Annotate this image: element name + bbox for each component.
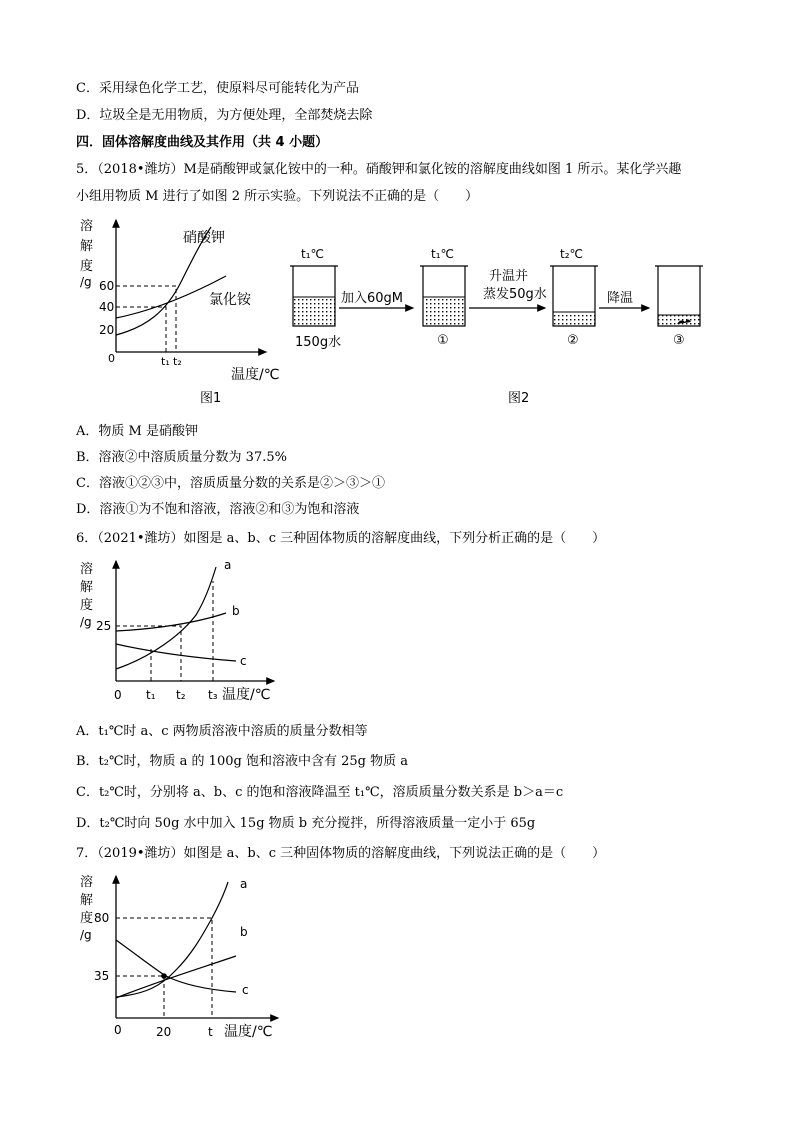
q5-stem-line2: 小组用物质 M 进行了如图 2 所示实验。下列说法不正确的是（ ） xyxy=(76,189,479,204)
fig1-ylabel-2: 解 xyxy=(80,239,94,254)
fig7-y35: 35 xyxy=(94,969,110,983)
fig1-ylabel-1: 溶 xyxy=(80,219,94,234)
fig6-curve-c xyxy=(116,644,236,661)
fig6-label-c: c xyxy=(240,654,247,668)
fig2-label-b0: 150g水 xyxy=(295,335,342,350)
fig7-curve-c xyxy=(116,940,236,992)
fig2-step1: 加入60gM xyxy=(341,291,404,306)
fig1-y40: 40 xyxy=(99,300,115,314)
fig7-solubility-chart xyxy=(76,870,296,1045)
fig6-t1: t₁ xyxy=(146,688,156,702)
fig7-intersection-dot xyxy=(161,973,167,979)
fig1-ylabel-4: /g xyxy=(80,275,92,289)
fig7-y80: 80 xyxy=(94,911,110,925)
fig1-y20: 20 xyxy=(99,323,115,337)
fig7-curve-a xyxy=(116,882,228,997)
q6-option-b: B．t₂℃时，物质 a 的 100g 饱和溶液中含有 25g 物质 a xyxy=(76,754,408,769)
fig6-ylabel-1: 溶 xyxy=(80,562,94,577)
fig2-label-b1: ① xyxy=(437,333,449,348)
fig7-origin: 0 xyxy=(114,1023,122,1037)
fig7-curve-b xyxy=(116,956,236,998)
fig6-ylabel-2: 解 xyxy=(80,580,94,595)
fig1-t1: t₁ xyxy=(161,355,170,368)
fig1-caption: 图1 xyxy=(200,391,222,406)
fig6-t3: t₃ xyxy=(208,688,218,702)
fig7-ylabel-1: 溶 xyxy=(80,875,94,890)
q5-option-c: C．溶液①②③中，溶质质量分数的关系是②＞③＞① xyxy=(76,476,385,491)
fig2-temp3: t₂℃ xyxy=(560,247,583,261)
fig7-x20: 20 xyxy=(156,1025,172,1039)
option-d-previous: D．垃圾全是无用物质，为方便处理，全部焚烧去除 xyxy=(76,108,373,123)
fig6-label-b: b xyxy=(232,604,240,618)
fig7-label-a: a xyxy=(240,877,248,891)
fig2-experiment-diagram xyxy=(285,242,715,412)
fig1-series-kno3: 硝酸钾 xyxy=(183,230,225,246)
q7-stem: 7．（2019•潍坊）如图是 a、b、c 三种固体物质的溶解度曲线，下列说法正确的是（ ） xyxy=(76,846,606,861)
section-heading: 四．固体溶解度曲线及其作用（共 4 小题） xyxy=(76,135,329,150)
fig2-label-b2: ② xyxy=(567,333,579,348)
fig2-step2b: 蒸发50g水 xyxy=(483,287,547,302)
q6-stem: 6．（2021•潍坊）如图是 a、b、c 三种固体物质的溶解度曲线，下列分析正确的是（ ） xyxy=(76,531,606,546)
beaker-2 xyxy=(550,266,598,326)
fig7-label-b: b xyxy=(240,925,248,939)
beaker-0 xyxy=(290,266,338,326)
fig7-label-c: c xyxy=(242,983,249,997)
q5-option-a: A．物质 M 是硝酸钾 xyxy=(76,424,198,439)
fig6-label-a: a xyxy=(224,558,232,572)
fig6-ylabel-3: 度 xyxy=(80,598,94,613)
q6-option-c: C．t₂℃时，分别将 a、b、c 的饱和溶液降温至 t₁℃，溶质质量分数关系是 b＞a＝c xyxy=(76,785,564,800)
fig6-t2: t₂ xyxy=(176,688,186,702)
fig6-ylabel-4: /g xyxy=(80,615,92,629)
fig7-xt: t xyxy=(208,1025,213,1039)
fig1-origin: 0 xyxy=(108,352,115,365)
fig2-caption: 图2 xyxy=(508,391,530,406)
fig6-y25: 25 xyxy=(96,619,112,633)
q6-option-a: A．t₁℃时 a、c 两物质溶液中溶质的质量分数相等 xyxy=(76,724,368,739)
fig1-y60: 60 xyxy=(99,279,115,293)
q5-option-b: B．溶液②中溶质质量分数为 37.5% xyxy=(76,450,287,465)
fig2-step2a: 升温并 xyxy=(489,269,529,284)
q5-option-d: D．溶液①为不饱和溶液，溶液②和③为饱和溶液 xyxy=(76,502,360,517)
fig7-ylabel-4: /g xyxy=(80,928,92,942)
fig2-temp1: t₁℃ xyxy=(301,247,324,261)
fig1-series-nh4cl: 氯化铵 xyxy=(209,292,251,308)
fig1-solubility-chart xyxy=(76,212,306,412)
beaker-1 xyxy=(420,266,468,326)
q5-stem-line1: 5．（2018•潍坊）M是硝酸钾或氯化铵中的一种。硝酸钾和氯化铵的溶解度曲线如图 1 所示。某化学兴趣 xyxy=(76,162,682,177)
fig2-label-b3: ③ xyxy=(673,333,685,348)
option-c-previous: C．采用绿色化学工艺，使原料尽可能转化为产品 xyxy=(76,81,359,96)
fig7-xlabel: 温度/℃ xyxy=(224,1024,273,1040)
beaker-3 xyxy=(655,266,703,326)
fig6-origin: 0 xyxy=(114,688,122,702)
q6-option-d: D．t₂℃时向 50g 水中加入 15g 物质 b 充分搅拌，所得溶液质量一定小于 65g xyxy=(76,816,536,831)
fig2-step3: 降温 xyxy=(607,291,634,306)
fig1-t2: t₂ xyxy=(173,355,182,368)
fig6-curve-b xyxy=(116,613,226,631)
fig7-ylabel-2: 解 xyxy=(80,893,94,908)
fig1-xlabel: 温度/℃ xyxy=(231,367,280,383)
fig6-xlabel: 温度/℃ xyxy=(222,687,271,703)
fig2-temp2: t₁℃ xyxy=(431,247,454,261)
fig1-ylabel-3: 度 xyxy=(80,259,94,274)
fig7-ylabel-3: 度 xyxy=(80,911,94,926)
fig6-solubility-chart xyxy=(76,557,296,707)
